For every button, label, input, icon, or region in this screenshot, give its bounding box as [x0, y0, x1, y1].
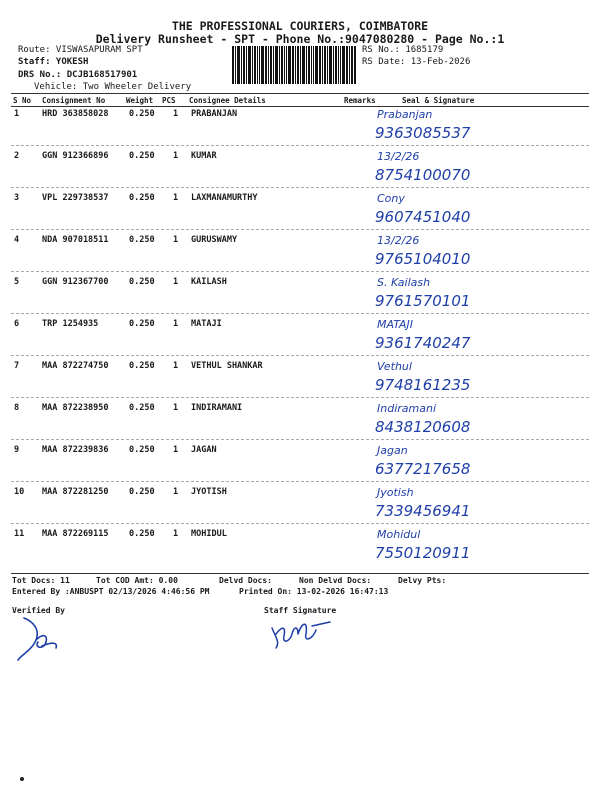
- row-handwritten-signature: [365, 399, 565, 439]
- signature-scribble: Jyotish: [377, 486, 414, 499]
- row-handwritten-signature: [365, 231, 565, 271]
- row-consignee-name: KUMAR: [191, 151, 217, 161]
- row-consignment-no: HRD 363858028: [42, 109, 109, 119]
- row-consignee-name: JAGAN: [191, 445, 217, 455]
- runsheet-subtitle: Delivery Runsheet - SPT - Phone No.:9047080280 - Page No.:1: [95, 32, 505, 46]
- row-sno: 1: [14, 109, 20, 119]
- handwritten-phone: 9361740247: [375, 334, 471, 352]
- row-consignee-name: KAILASH: [191, 277, 227, 287]
- row-weight: 0.250: [129, 487, 155, 497]
- signature-scribble: S. Kailash: [377, 276, 431, 289]
- signature-scribble: Mohidul: [377, 528, 421, 541]
- row-weight: 0.250: [129, 235, 155, 245]
- row-separator: [11, 481, 589, 482]
- row-consignee-name: INDIRAMANI: [191, 403, 243, 413]
- row-handwritten-signature: [365, 273, 565, 313]
- row-sno: 5: [14, 277, 20, 287]
- row-handwritten-signature: [365, 483, 565, 523]
- table-bottom-rule: [11, 573, 589, 574]
- row-pcs: 1: [173, 403, 179, 413]
- rs-number: RS No.: 1685179: [362, 45, 444, 55]
- handwritten-phone: 7550120911: [375, 544, 471, 562]
- handwritten-phone: 6377217658: [375, 460, 471, 478]
- handwritten-phone: 9748161235: [375, 376, 471, 394]
- row-consignment-no: GGN 912367700: [42, 277, 109, 287]
- row-pcs: 1: [173, 487, 179, 497]
- signature-scribble: 13/2/26: [377, 234, 420, 247]
- row-weight: 0.250: [129, 193, 155, 203]
- signature-scribble: 13/2/26: [377, 150, 420, 163]
- col-seal-signature: Seal & Signature: [402, 96, 475, 105]
- row-consignment-no: MAA 872239836: [42, 445, 109, 455]
- row-weight: 0.250: [129, 319, 155, 329]
- row-consignment-no: MAA 872281250: [42, 487, 109, 497]
- row-consignee-name: MATAJI: [191, 319, 222, 329]
- row-weight: 0.250: [129, 361, 155, 371]
- handwritten-phone: 7339456941: [375, 502, 471, 520]
- row-weight: 0.250: [129, 403, 155, 413]
- row-separator: [11, 439, 589, 440]
- col-weight: Weight: [126, 96, 154, 105]
- row-consignment-no: VPL 229738537: [42, 193, 109, 203]
- staff-signature: [268, 612, 334, 650]
- total-docs: Tot Docs: 11: [12, 576, 70, 585]
- row-pcs: 1: [173, 109, 179, 119]
- row-handwritten-signature: [365, 189, 565, 229]
- rs-date: RS Date: 13-Feb-2026: [362, 57, 471, 67]
- delivered-docs: Delvd Docs:: [219, 576, 272, 585]
- row-consignment-no: GGN 912366896: [42, 151, 109, 161]
- row-separator: [11, 355, 589, 356]
- row-pcs: 1: [173, 445, 179, 455]
- signature-scribble: Indiramani: [377, 402, 437, 415]
- handwritten-phone: 9607451040: [375, 208, 471, 226]
- company-title: THE PROFESSIONAL COURIERS, COIMBATORE: [171, 19, 429, 33]
- row-sno: 11: [14, 529, 25, 539]
- row-separator: [11, 145, 589, 146]
- row-consignee-name: LAXMANAMURTHY: [191, 193, 258, 203]
- row-pcs: 1: [173, 361, 179, 371]
- printed-on: Printed On: 13-02-2026 16:47:13: [239, 587, 389, 596]
- row-sno: 9: [14, 445, 20, 455]
- row-pcs: 1: [173, 151, 179, 161]
- row-sno: 3: [14, 193, 20, 203]
- col-remarks: Remarks: [344, 96, 376, 105]
- row-consignee-name: MOHIDUL: [191, 529, 227, 539]
- row-weight: 0.250: [129, 277, 155, 287]
- row-consignee-name: JYOTISH: [191, 487, 227, 497]
- total-cod-amount: Tot COD Amt: 0.00: [96, 576, 178, 585]
- staff-signature-label: Staff Signature: [264, 606, 337, 615]
- barcode: [232, 46, 356, 84]
- drs-label: DRS No.: DCJB168517901: [18, 70, 138, 80]
- signature-scribble: MATAJI: [377, 318, 413, 331]
- row-pcs: 1: [173, 193, 179, 203]
- row-consignee-name: GURUSWAMY: [191, 235, 238, 245]
- row-consignment-no: MAA 872274750: [42, 361, 109, 371]
- entered-by: Entered By :ANBUSPT 02/13/2026 4:46:56 PM: [12, 587, 210, 596]
- row-separator: [11, 271, 589, 272]
- row-separator: [11, 523, 589, 524]
- page-dot: [20, 777, 24, 781]
- row-sno: 6: [14, 319, 20, 329]
- row-separator: [11, 397, 589, 398]
- handwritten-phone: 8438120608: [375, 418, 471, 436]
- row-sno: 7: [14, 361, 20, 371]
- row-separator: [11, 187, 589, 188]
- handwritten-phone: 8754100070: [375, 166, 471, 184]
- header-top-rule: [11, 93, 589, 94]
- signature-scribble: Cony: [377, 192, 405, 205]
- row-weight: 0.250: [129, 109, 155, 119]
- row-consignment-no: MAA 872238950: [42, 403, 109, 413]
- handwritten-phone: 9765104010: [375, 250, 471, 268]
- row-pcs: 1: [173, 319, 179, 329]
- delivery-points: Delvy Pts:: [398, 576, 447, 585]
- row-handwritten-signature: [365, 525, 565, 565]
- row-pcs: 1: [173, 277, 179, 287]
- handwritten-phone: 9761570101: [375, 292, 471, 310]
- row-handwritten-signature: [365, 147, 565, 187]
- signature-scribble: Vethul: [377, 360, 412, 373]
- row-handwritten-signature: [365, 105, 565, 145]
- row-weight: 0.250: [129, 445, 155, 455]
- col-consignment: Consignment No: [42, 96, 106, 105]
- row-separator: [11, 313, 589, 314]
- row-consignment-no: MAA 872269115: [42, 529, 109, 539]
- row-sno: 4: [14, 235, 20, 245]
- row-consignee-name: VETHUL SHANKAR: [191, 361, 263, 371]
- row-sno: 8: [14, 403, 20, 413]
- row-consignment-no: NDA 907018511: [42, 235, 109, 245]
- non-delivered-docs: Non Delvd Docs:: [299, 576, 372, 585]
- col-consignee: Consignee Details: [189, 96, 266, 105]
- row-sno: 2: [14, 151, 20, 161]
- route-label: Route: VISWASAPURAM SPT: [18, 45, 143, 55]
- row-pcs: 1: [173, 235, 179, 245]
- col-sno: S No: [13, 96, 32, 105]
- col-pcs: PCS: [162, 96, 176, 105]
- row-sno: 10: [14, 487, 25, 497]
- verified-by-label: Verified By: [12, 606, 65, 615]
- row-weight: 0.250: [129, 151, 155, 161]
- row-handwritten-signature: [365, 315, 565, 355]
- row-weight: 0.250: [129, 529, 155, 539]
- row-separator: [11, 229, 589, 230]
- verifier-signature: [12, 612, 72, 664]
- vehicle-label: Vehicle: Two Wheeler Delivery: [34, 82, 192, 92]
- row-consignment-no: TRP 1254935: [42, 319, 99, 329]
- row-handwritten-signature: [365, 441, 565, 481]
- row-handwritten-signature: [365, 357, 565, 397]
- row-pcs: 1: [173, 529, 179, 539]
- handwritten-phone: 9363085537: [375, 124, 471, 142]
- signature-scribble: Prabanjan: [377, 108, 433, 121]
- staff-label: Staff: YOKESH: [18, 57, 89, 67]
- row-consignee-name: PRABANJAN: [191, 109, 238, 119]
- signature-scribble: Jagan: [377, 444, 408, 457]
